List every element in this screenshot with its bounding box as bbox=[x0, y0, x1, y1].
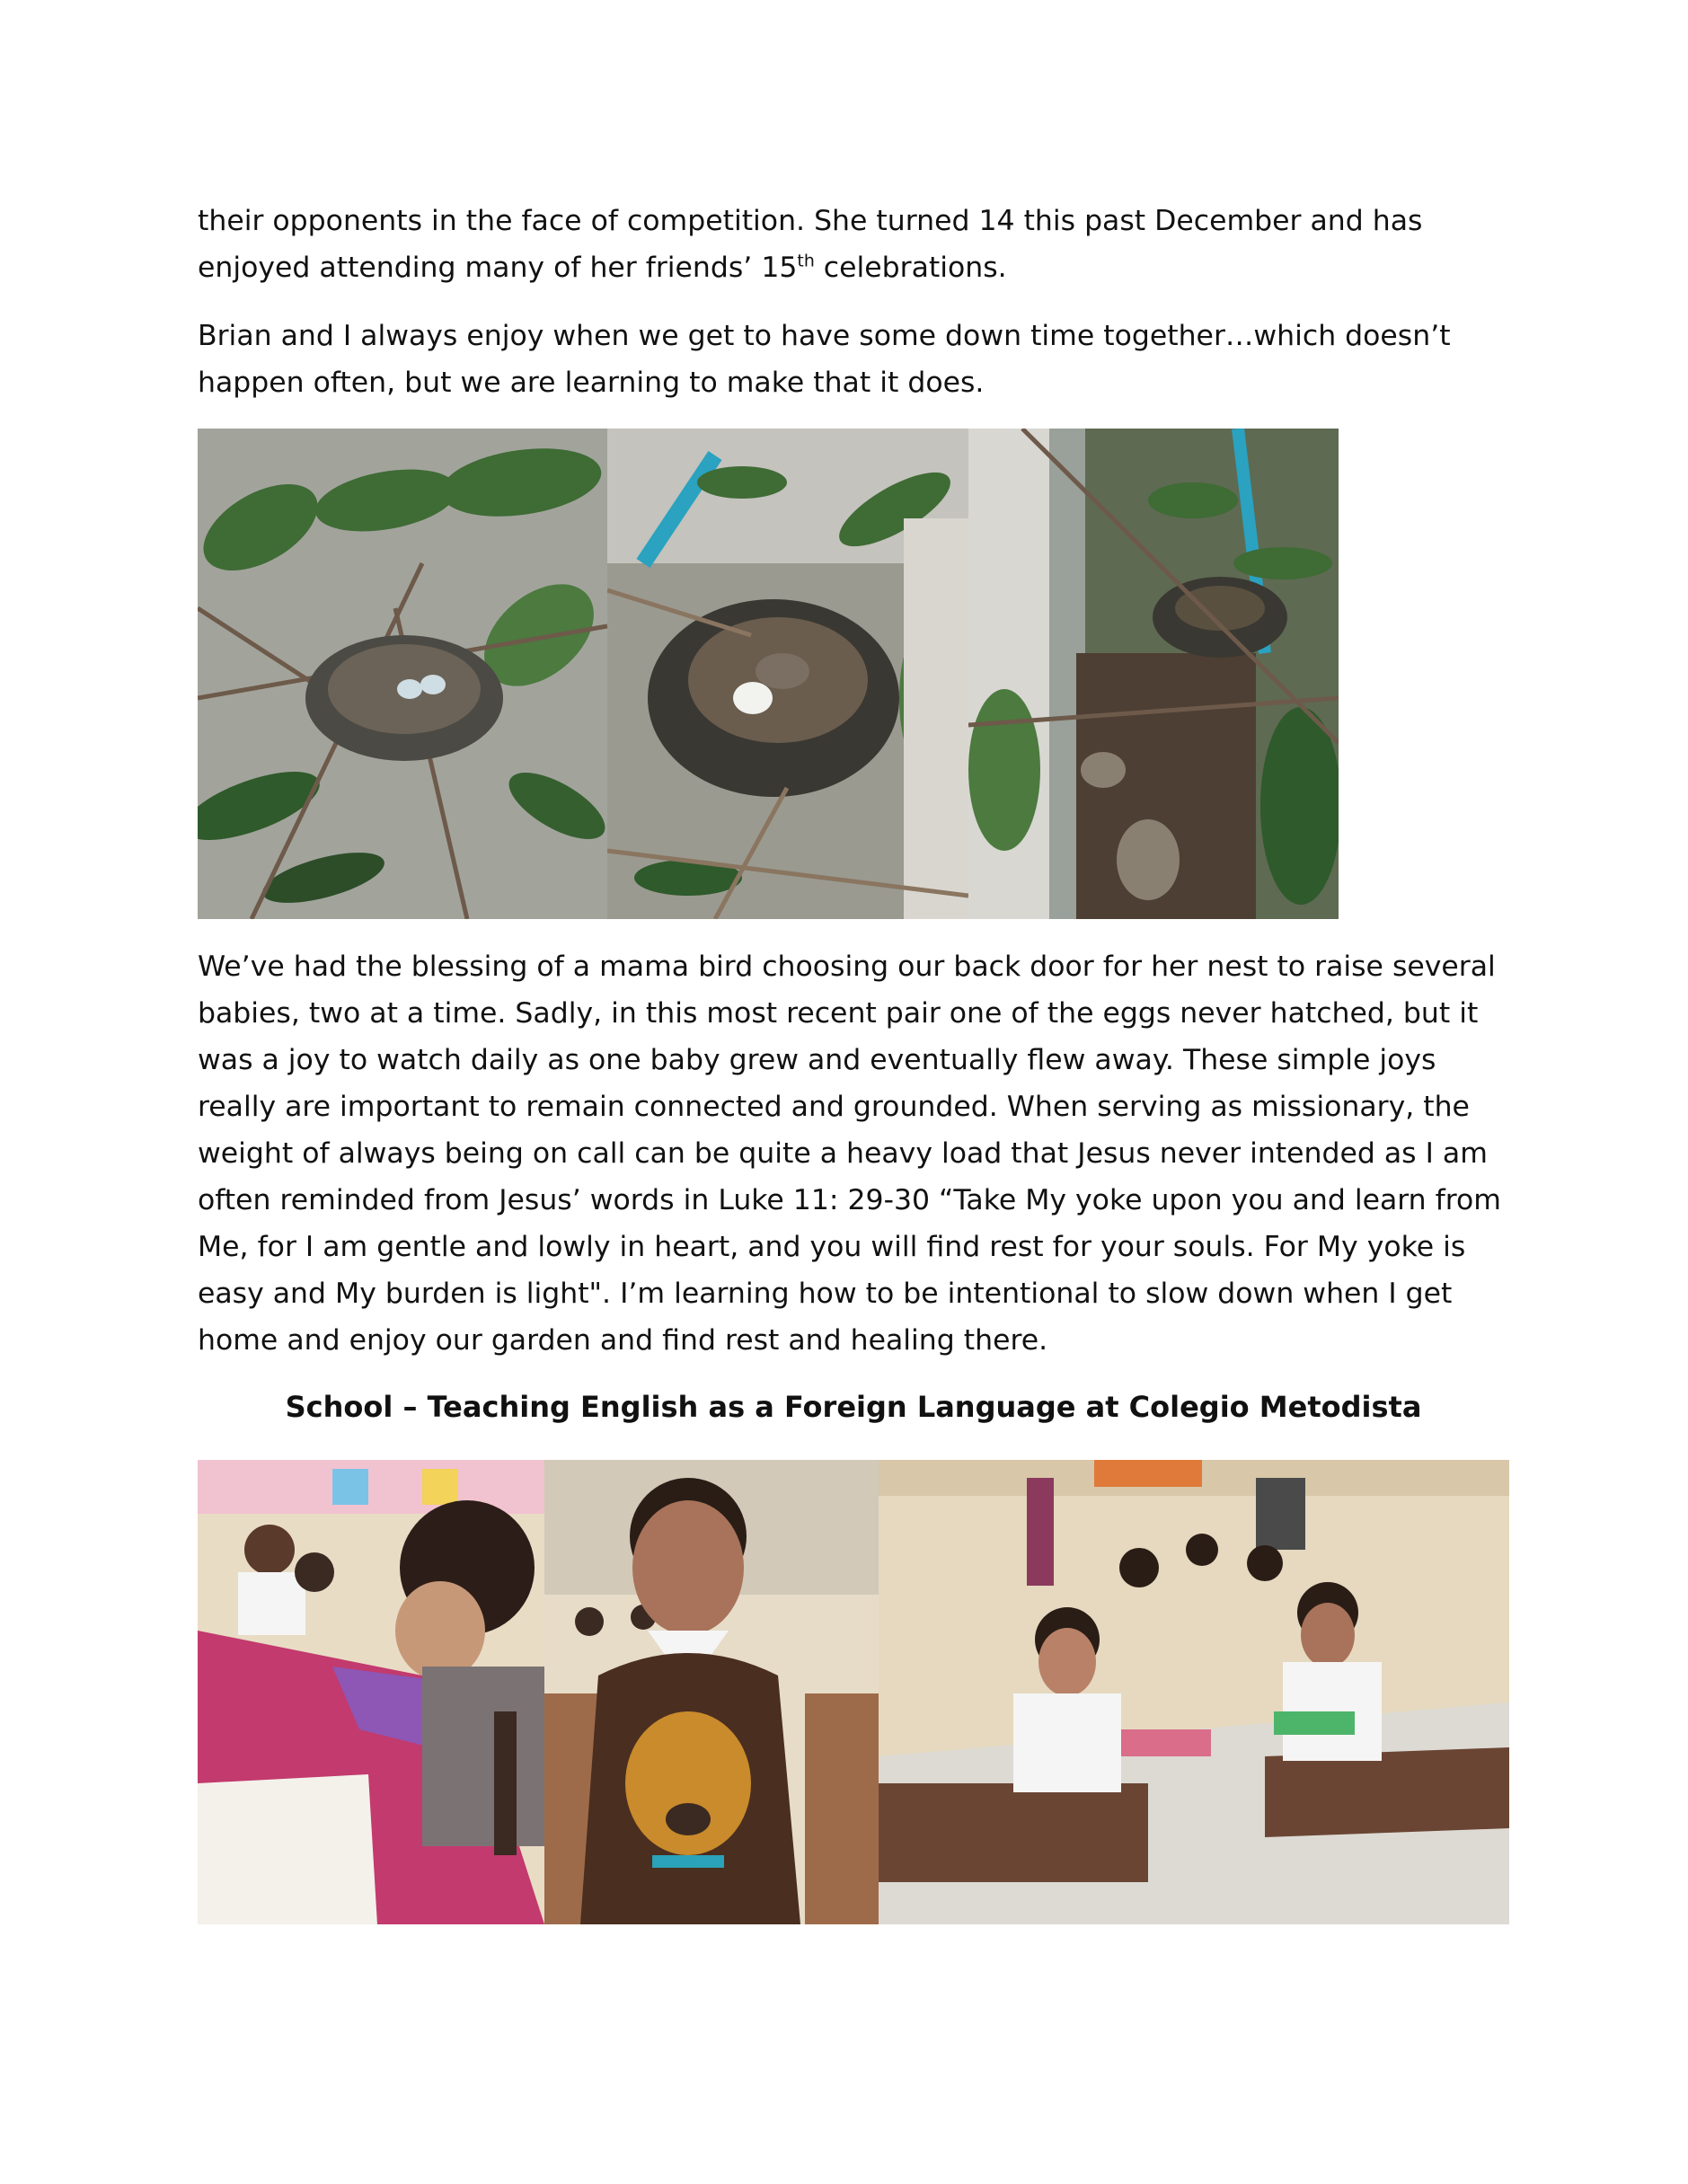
paragraph-line: really are important to remain connected and grounded. When serving as missionary, the bbox=[198, 1091, 1470, 1123]
section-heading: School – Teaching English as a Foreign Language at Colegio Metodista bbox=[285, 1390, 1422, 1424]
paragraph-line: happen often, but we are learning to make that it does. bbox=[198, 367, 985, 399]
paragraph-line bbox=[198, 244, 1509, 291]
paragraph-line: home and enjoy our garden and find rest and healing there. bbox=[198, 1324, 1048, 1357]
bird-nest-garden-photo bbox=[968, 429, 1339, 919]
bird-nest-one-egg-photo bbox=[607, 429, 968, 919]
paragraph-line: Me, for I am gentle and lowly in heart, and you will find rest for your souls. For My yoke is bbox=[198, 1231, 1466, 1263]
paragraph-line: was a joy to watch daily as one baby grew and eventually flew away. These simple joys bbox=[198, 1044, 1436, 1076]
paragraph-line: weight of always being on call can be quite a heavy load that Jesus never intended as I am bbox=[198, 1137, 1488, 1170]
bird-nest-two-eggs-photo bbox=[198, 429, 607, 919]
text-run: celebrations. bbox=[814, 252, 1007, 284]
paragraph-line: babies, two at a time. Sadly, in this most recent pair one of the eggs never hatched, but it bbox=[198, 997, 1479, 1030]
boy-portrait-photo bbox=[544, 1460, 879, 1924]
text-run: enjoyed attending many of her friends’ 15 bbox=[198, 252, 798, 284]
students-coloring-photo bbox=[198, 1460, 544, 1924]
paragraph-family bbox=[198, 198, 1509, 291]
paragraph-line: We’ve had the blessing of a mama bird choosing our back door for her nest to raise several bbox=[198, 951, 1496, 983]
paragraph-line: their opponents in the face of competition. She turned 14 this past December and has bbox=[198, 205, 1423, 237]
superscript: th bbox=[797, 251, 815, 271]
paragraph-downtime bbox=[198, 313, 1509, 406]
nest-photo-row bbox=[198, 429, 1339, 919]
paragraph-line: easy and My burden is light". I’m learning how to be intentional to slow down when I get bbox=[198, 1278, 1453, 1310]
paragraph-line: often reminded from Jesus’ words in Luke 11: 29-30 “Take My yoke upon you and learn from bbox=[198, 1184, 1501, 1216]
paragraph-mama-bird bbox=[198, 943, 1509, 1364]
school-photo-row bbox=[198, 1460, 1509, 1924]
paragraph-line: Brian and I always enjoy when we get to have some down time together…which doesn’t bbox=[198, 320, 1451, 352]
classroom-desks-photo bbox=[879, 1460, 1509, 1924]
